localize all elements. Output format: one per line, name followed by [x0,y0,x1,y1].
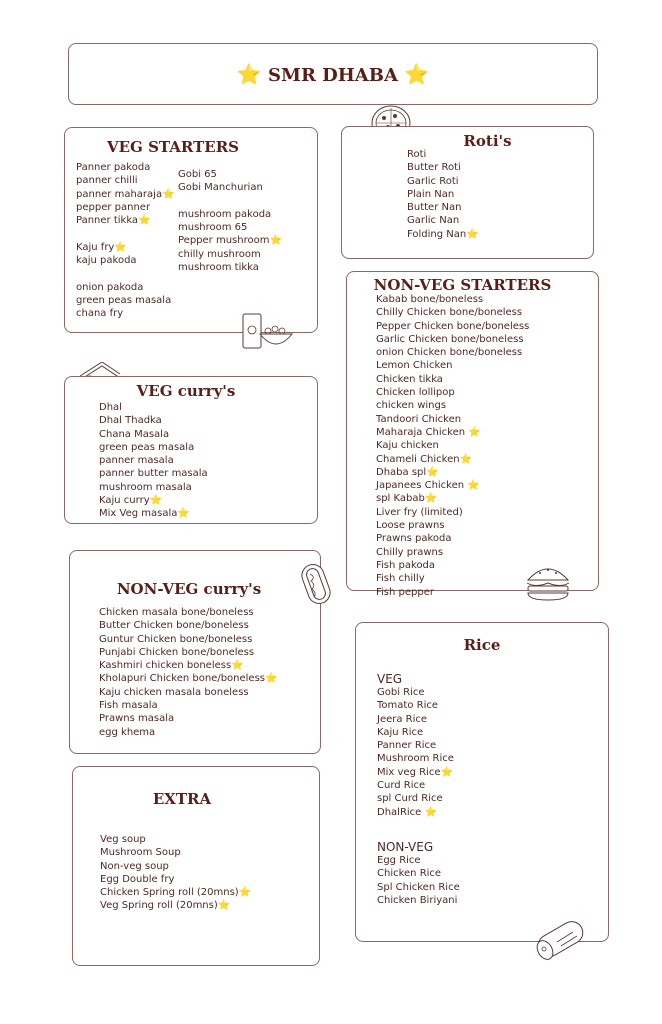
list-item: Prawns masala [99,713,175,725]
list-item: Panner tikka⭐ [76,215,151,227]
rotis-list [407,148,479,241]
list-item: Non-veg soup [100,860,169,872]
nonveg-starters-list [376,293,529,599]
list-item: Curd Rice [377,780,426,792]
snacks-icon [240,310,294,352]
list-item: panner butter masala [99,468,208,480]
wrap-icon [533,916,589,964]
list-item: spl Curd Rice [377,793,443,805]
list-item: egg khema [99,726,156,738]
veg-curry-title: VEG curry's [136,382,236,400]
rice-section [355,622,609,942]
list-item [178,195,282,208]
list-item: Chilly Chicken bone/boneless [376,307,523,319]
list-item: Fish pakoda [376,559,436,571]
veg-starters-section [64,127,318,333]
list-item: Gobi Rice [377,687,425,698]
veg-starters-title: VEG STARTERS [106,138,239,156]
list-item: Veg Spring roll (20mns)⭐ [100,900,231,912]
list-item: Chicken Rice [377,868,442,880]
list-item: Plain Nan [407,188,455,200]
extra-title: EXTRA [152,790,212,808]
list-item: Dhaba spl⭐ [376,466,439,478]
list-item: Roti [407,149,427,160]
list-item: Fish masala [99,700,158,712]
list-item: chana fry [76,308,124,320]
list-item: Egg Double fry [100,873,175,885]
extra-section [72,766,320,966]
list-item: Garlic Roti [407,175,459,187]
list-item: chilly mushroom [178,248,261,260]
list-item: chicken wings [376,400,447,412]
list-item: onion Chicken bone/boneless [376,347,523,359]
list-item: Panner pakoda [76,162,151,173]
list-item: Chilly prawns [376,546,444,558]
list-item: mushroom tikka [178,262,259,274]
list-item: Tomato Rice [377,700,438,712]
star-icon: ⭐ [236,62,262,86]
list-item: mushroom 65 [178,222,248,234]
list-item: Folding Nan⭐ [407,228,479,240]
list-item: Chicken masala bone/boneless [99,607,254,618]
list-item: Dhal Thadka [99,415,162,427]
list-item: Guntur Chicken bone/boneless [99,633,253,645]
nonveg-curry-section [69,550,321,754]
veg-curry-list [99,401,208,521]
list-item: Butter Roti [407,162,461,174]
list-item: Mushroom Soup [100,847,181,859]
list-item: Liver fry (limited) [376,506,463,518]
list-item: Japanees Chicken ⭐ [376,480,480,492]
list-item: Chana Masala [99,428,170,440]
rice-nonveg-label: NON-VEG [377,840,434,854]
list-item: Butter Nan [407,202,462,214]
hotdog-icon [297,560,337,608]
list-item: green peas masala [76,294,172,306]
list-item: panner maharaja⭐ [76,188,175,200]
list-item: Kaju Rice [377,726,424,738]
list-item: Spl Chicken Rice [377,881,460,893]
star-icon: ⭐ [404,62,430,86]
list-item: Chicken Spring roll (20mns)⭐ [100,887,252,899]
nonveg-curry-title: NON-VEG curry's [116,580,262,598]
list-item: Pepper Chicken bone/boneless [376,320,530,332]
veg-starters-list-1 [76,161,175,321]
list-item: Gobi Manchurian [178,182,263,194]
list-item: mushroom masala [99,481,192,493]
list-item: Mix Veg masala⭐ [99,508,190,520]
nonveg-starters-title: NON-VEG STARTERS [373,276,552,294]
veg-starters-list-2 [178,168,282,274]
list-item: panner chilli [76,175,138,187]
list-item: Mix veg Rice⭐ [377,766,453,778]
list-item: Kaju chicken [376,440,439,452]
list-item: Tandoori Chicken [376,413,462,425]
extra-list [100,833,251,913]
list-item: Punjabi Chicken bone/boneless [99,646,255,658]
list-item: Fish chilly [376,573,425,585]
list-item: Garlic Chicken bone/boneless [376,333,524,345]
nonveg-starters-section [346,271,599,598]
nonveg-curry-list [99,606,277,739]
list-item: Pepper mushroom⭐ [178,235,282,247]
restaurant-name: SMR DHABA [268,65,398,86]
list-item: Maharaja Chicken ⭐ [376,426,481,438]
rice-nonveg-list [377,854,460,907]
burger-icon [524,562,572,602]
list-item: DhalRice ⭐ [377,806,437,818]
list-item: Kaju curry⭐ [99,495,163,507]
list-item: Butter Chicken bone/boneless [99,620,249,632]
list-item: Chicken lollipop [376,387,455,399]
list-item [76,227,175,240]
rotis-section [341,126,594,259]
restaurant-title [69,62,597,86]
list-item: spl Kabab⭐ [376,493,438,505]
list-item: Jeera Rice [377,713,428,725]
list-item: green peas masala [99,441,195,453]
rice-veg-list [377,686,454,819]
rice-title: Rice [463,636,501,654]
list-item: kaju pakoda [76,255,137,267]
list-item: pepper panner [76,201,151,213]
list-item: Egg Rice [377,855,421,866]
list-item: Chicken tikka [376,373,443,385]
list-item: Dhal [99,402,122,413]
list-item: Prawns pakoda [376,533,452,545]
list-item: Fish pepper [376,586,434,598]
list-item: Kaju fry⭐ [76,241,127,253]
list-item: Veg soup [100,834,146,845]
list-item: Kholapuri Chicken bone/boneless⭐ [99,673,278,685]
list-item: Garlic Nan [407,215,460,227]
list-item: Loose prawns [376,520,445,532]
list-item: Chicken Biriyani [377,894,458,906]
list-item: Panner Rice [377,740,437,752]
list-item: Kashmiri chicken boneless⭐ [99,660,244,672]
list-item: Mushroom Rice [377,753,454,765]
list-item: Kabab bone/boneless [376,294,484,305]
list-item: Gobi 65 [178,169,217,180]
veg-curry-section [64,376,318,524]
list-item: Chameli Chicken⭐ [376,453,473,465]
header-box [68,43,598,105]
list-item [76,267,175,280]
list-item: mushroom pakoda [178,208,272,220]
list-item: Kaju chicken masala boneless [99,686,249,698]
rotis-title: Roti's [463,132,512,150]
rice-veg-label: VEG [377,672,403,686]
list-item: onion pakoda [76,281,144,293]
list-item: Lemon Chicken [376,360,453,372]
list-item: panner masala [99,455,174,467]
